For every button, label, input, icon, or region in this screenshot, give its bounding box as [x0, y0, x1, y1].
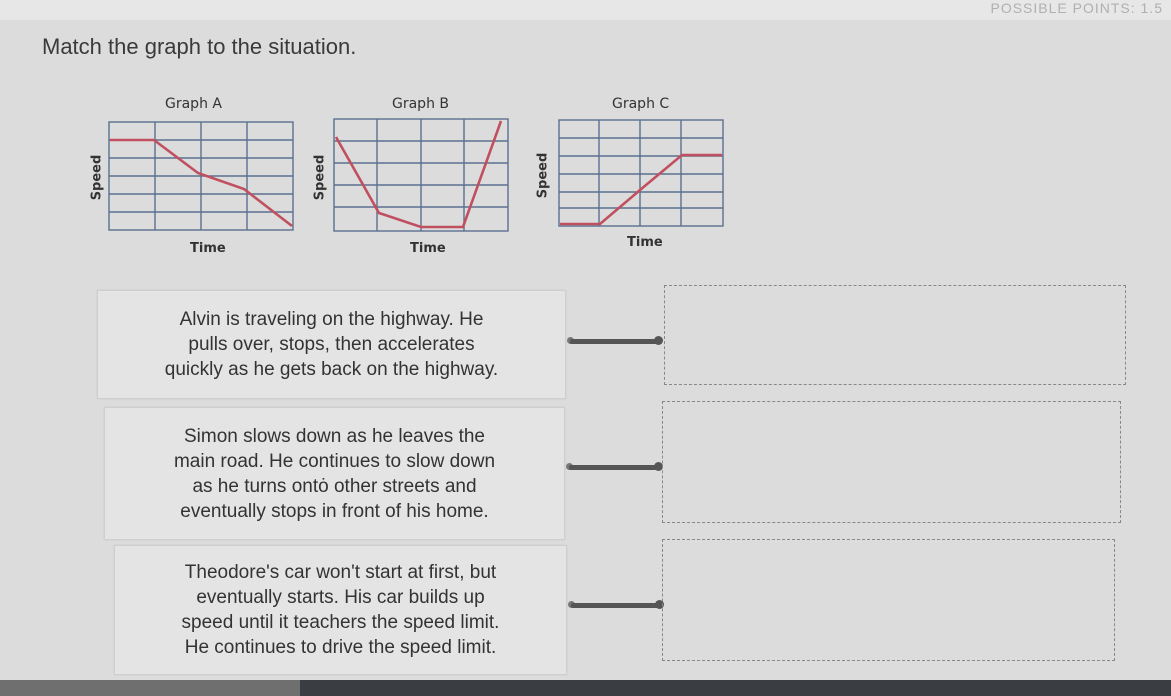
graph-title: Graph B — [392, 96, 449, 112]
graph-title: Graph C — [612, 96, 670, 112]
drop-zone-2[interactable] — [662, 401, 1121, 523]
connector-line — [569, 465, 657, 470]
x-axis-label: Time — [410, 241, 446, 256]
situation-card-alvin[interactable] — [97, 290, 566, 399]
graph-c-plot — [558, 118, 724, 230]
x-axis-label: Time — [627, 235, 663, 250]
graph-b-line — [336, 121, 501, 227]
graph-c-line — [560, 155, 722, 224]
graph-title: Graph A — [165, 96, 222, 112]
y-axis-label: Speed — [535, 152, 551, 199]
question-prompt: Match the graph to the situation. — [42, 34, 357, 59]
drop-zone-1[interactable] — [664, 285, 1126, 385]
bottom-strip — [0, 680, 1171, 696]
situation-text: Theodore's car won't start at first, but eventually starts. His car builds up speed until it teachers the speed limit. He continues to drive the speed limit. — [181, 562, 500, 658]
y-axis-label: Speed — [312, 154, 328, 201]
graph-a-plot — [108, 120, 294, 232]
graph-b-plot — [333, 117, 509, 233]
situation-text: Alvin is traveling on the highway. He pulls over, stops, then accelerates quickly as he gets back on the highway. — [164, 309, 499, 380]
connector-line — [571, 603, 659, 608]
x-axis-label: Time — [190, 241, 226, 256]
y-axis-label: Speed — [89, 154, 105, 201]
situation-card-theodore[interactable] — [114, 545, 567, 675]
connector-line — [570, 339, 658, 344]
possible-points: POSSIBLE POINTS: 1.5 — [990, 0, 1163, 16]
drop-zone-3[interactable] — [662, 539, 1115, 661]
situation-text: Simon slows down as he leaves the main road. He continues to slow down as he turns ontȯ other streets and eventually stops in front of his home. — [173, 425, 496, 522]
connector-end-dot[interactable] — [654, 336, 663, 345]
top-bar — [0, 0, 1171, 20]
situation-card-simon[interactable] — [104, 407, 565, 540]
